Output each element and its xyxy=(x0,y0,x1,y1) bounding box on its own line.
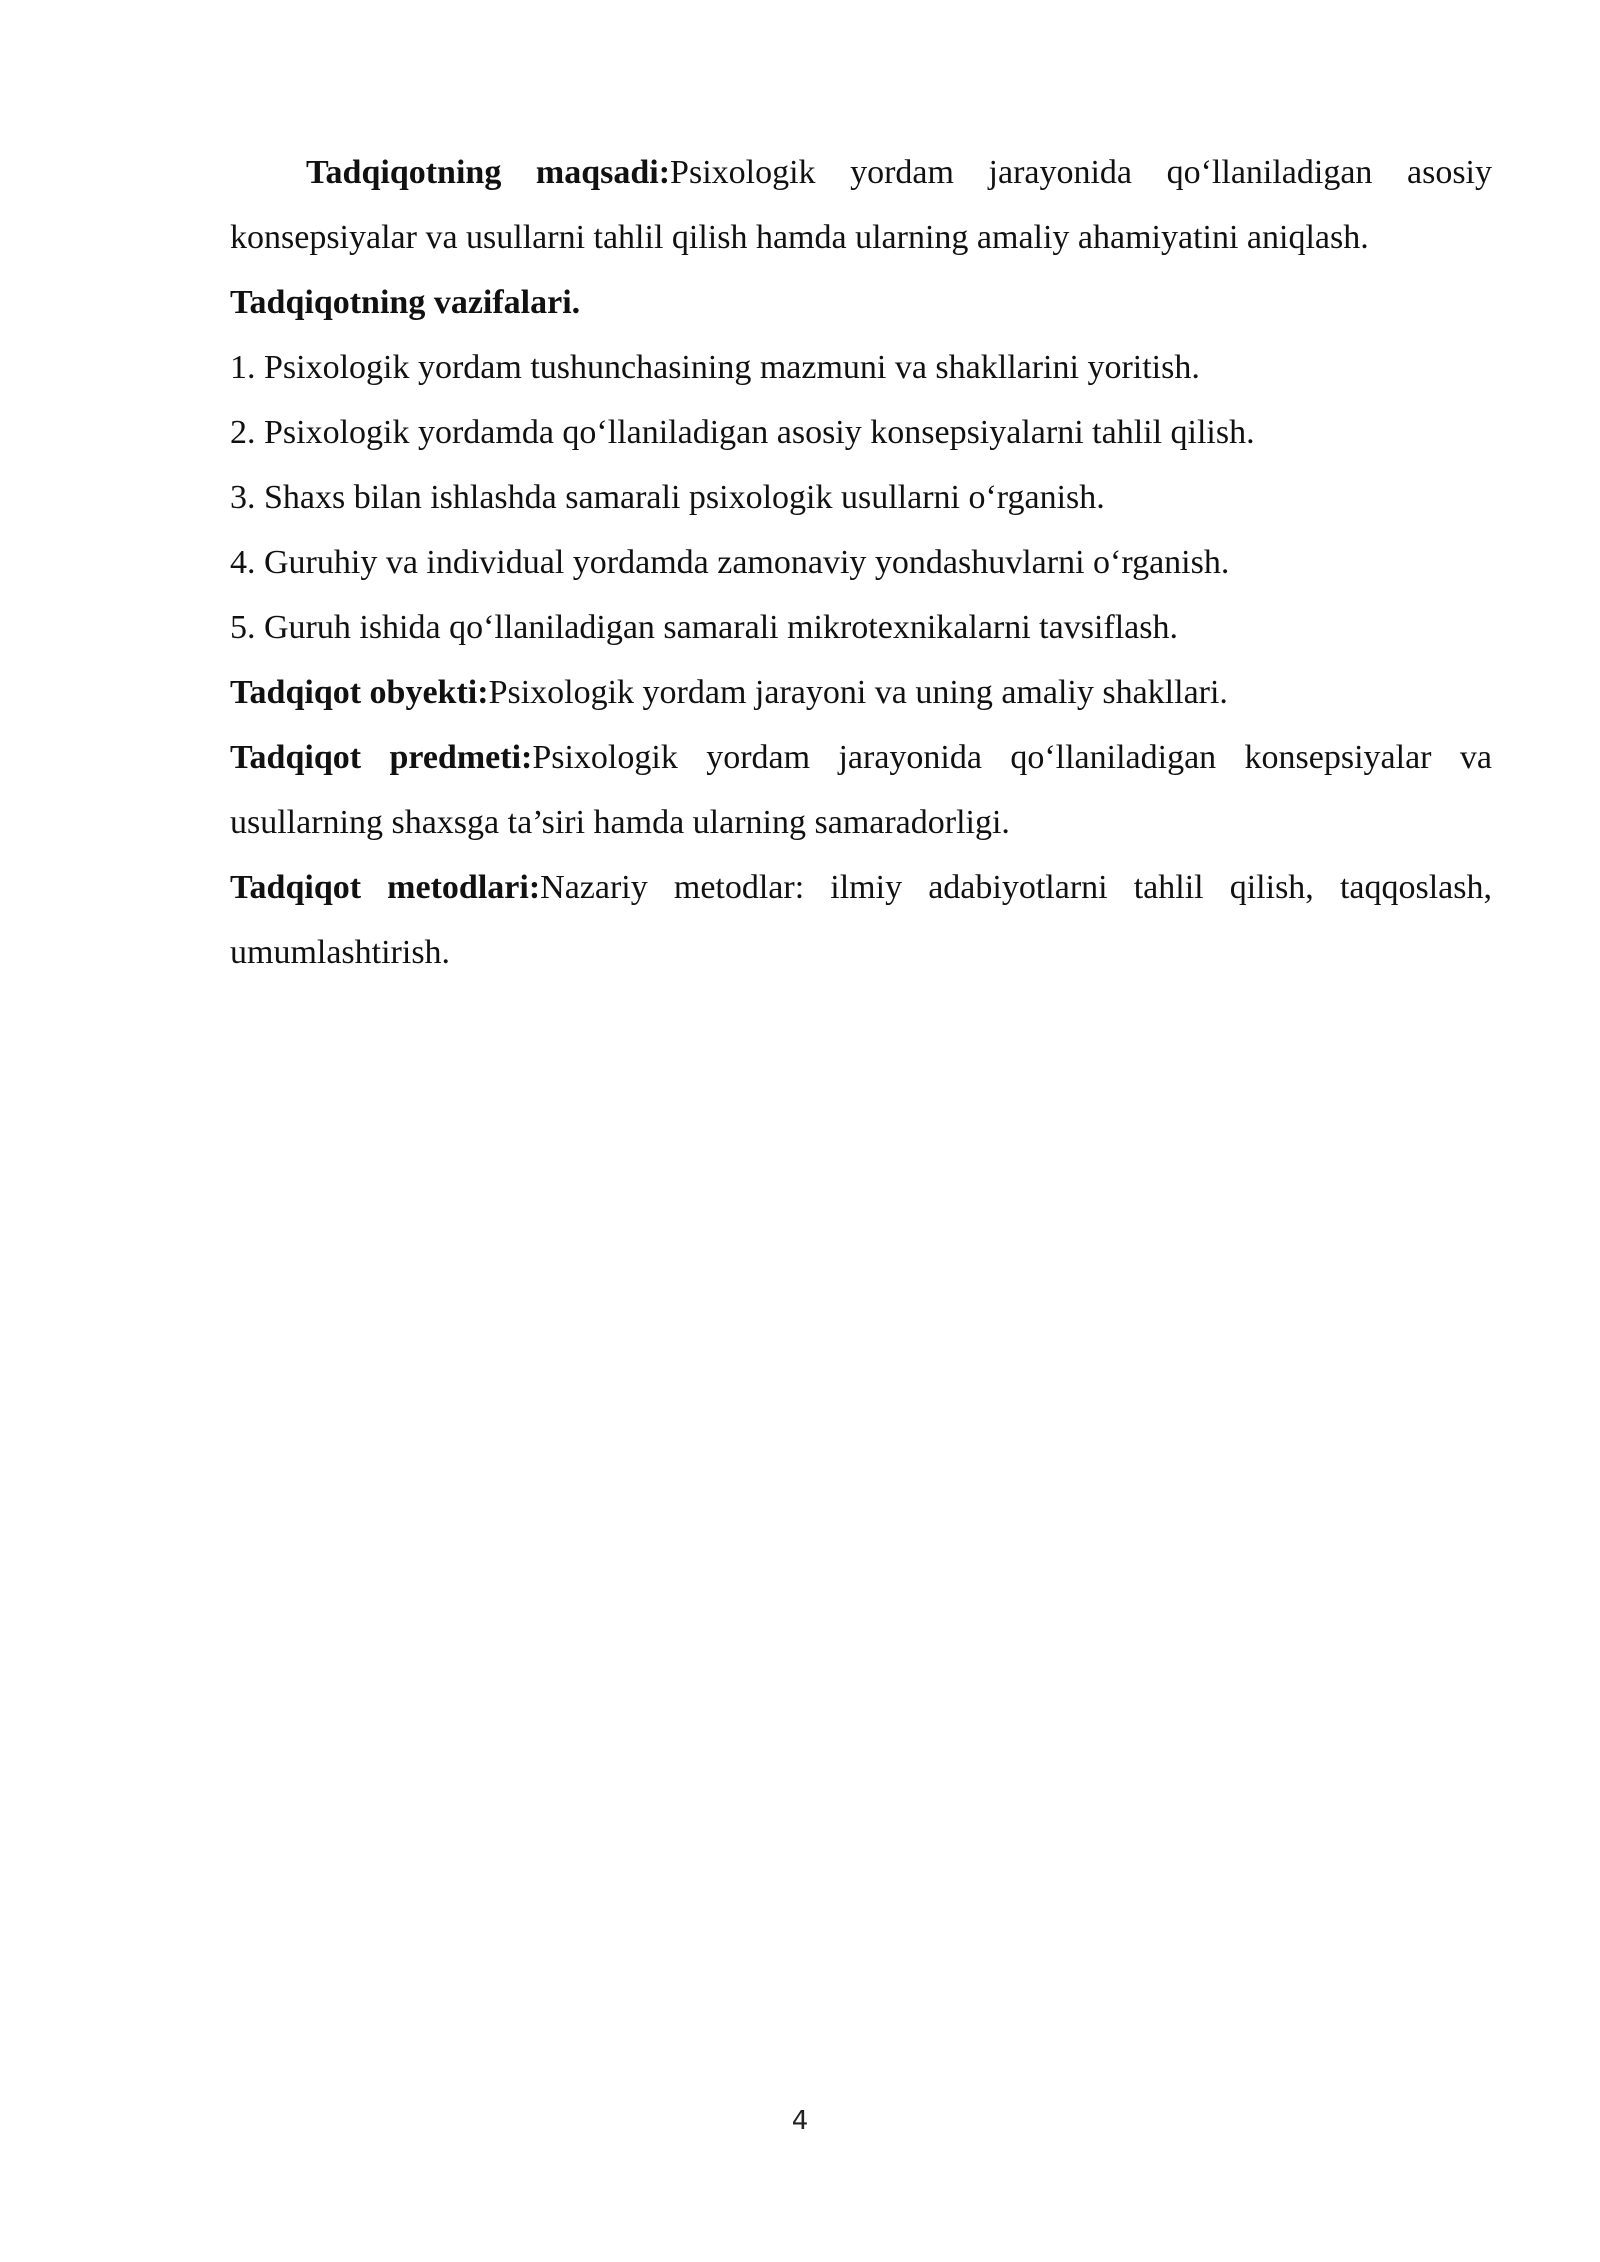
research-subject-paragraph xyxy=(230,725,1492,855)
research-methods-paragraph xyxy=(230,855,1492,985)
research-task-item: 2. Psixologik yordamda qo‘llaniladigan asosiy konsepsiyalarni tahlil qilish. xyxy=(230,414,1255,451)
research-methods-text: Nazariy metodlar: ilmiy adabiyotlarni tahlil qilish, taqqoslash, umumlashtirish. xyxy=(230,869,1492,971)
research-methods-label: Tadqiqot metodlari: xyxy=(230,869,541,906)
research-object-text: Psixologik yordam jarayoni va uning amaliy shakllari. xyxy=(488,674,1228,711)
research-subject-text: Psixologik yordam jarayonida qo‘llaniladigan konsepsiyalar va usullarning shaxsga ta’siri hamda ularning samaradorligi. xyxy=(230,739,1492,841)
research-goal-label: Tadqiqotning maqsadi: xyxy=(306,154,671,191)
research-object-paragraph xyxy=(230,660,1492,725)
research-tasks-heading xyxy=(230,270,1492,335)
research-goal-paragraph xyxy=(230,140,1492,270)
page-content xyxy=(230,140,1492,985)
page-number: 4 xyxy=(791,2106,809,2136)
research-subject-label: Tadqiqot predmeti: xyxy=(230,739,533,776)
research-task-item: 5. Guruh ishida qo‘llaniladigan samarali mikrotexnikalarni tavsiflash. xyxy=(230,609,1178,646)
research-tasks-heading-text: Tadqiqotning vazifalari. xyxy=(230,284,581,321)
research-object-label: Tadqiqot obyekti: xyxy=(230,674,489,711)
research-task-item: 1. Psixologik yordam tushunchasining mazmuni va shakllarini yoritish. xyxy=(230,349,1200,386)
research-goal-text: Psixologik yordam jarayonida qo‘llaniladigan asosiy konsepsiyalar va usullarni tahlil qilish hamda ularning amaliy ahamiyatini aniqlash. xyxy=(230,154,1492,256)
research-task-item: 3. Shaxs bilan ishlashda samarali psixologik usullarni o‘rganish. xyxy=(230,479,1105,516)
research-task-item: 4. Guruhiy va individual yordamda zamonaviy yondashuvlarni o‘rganish. xyxy=(230,544,1230,581)
